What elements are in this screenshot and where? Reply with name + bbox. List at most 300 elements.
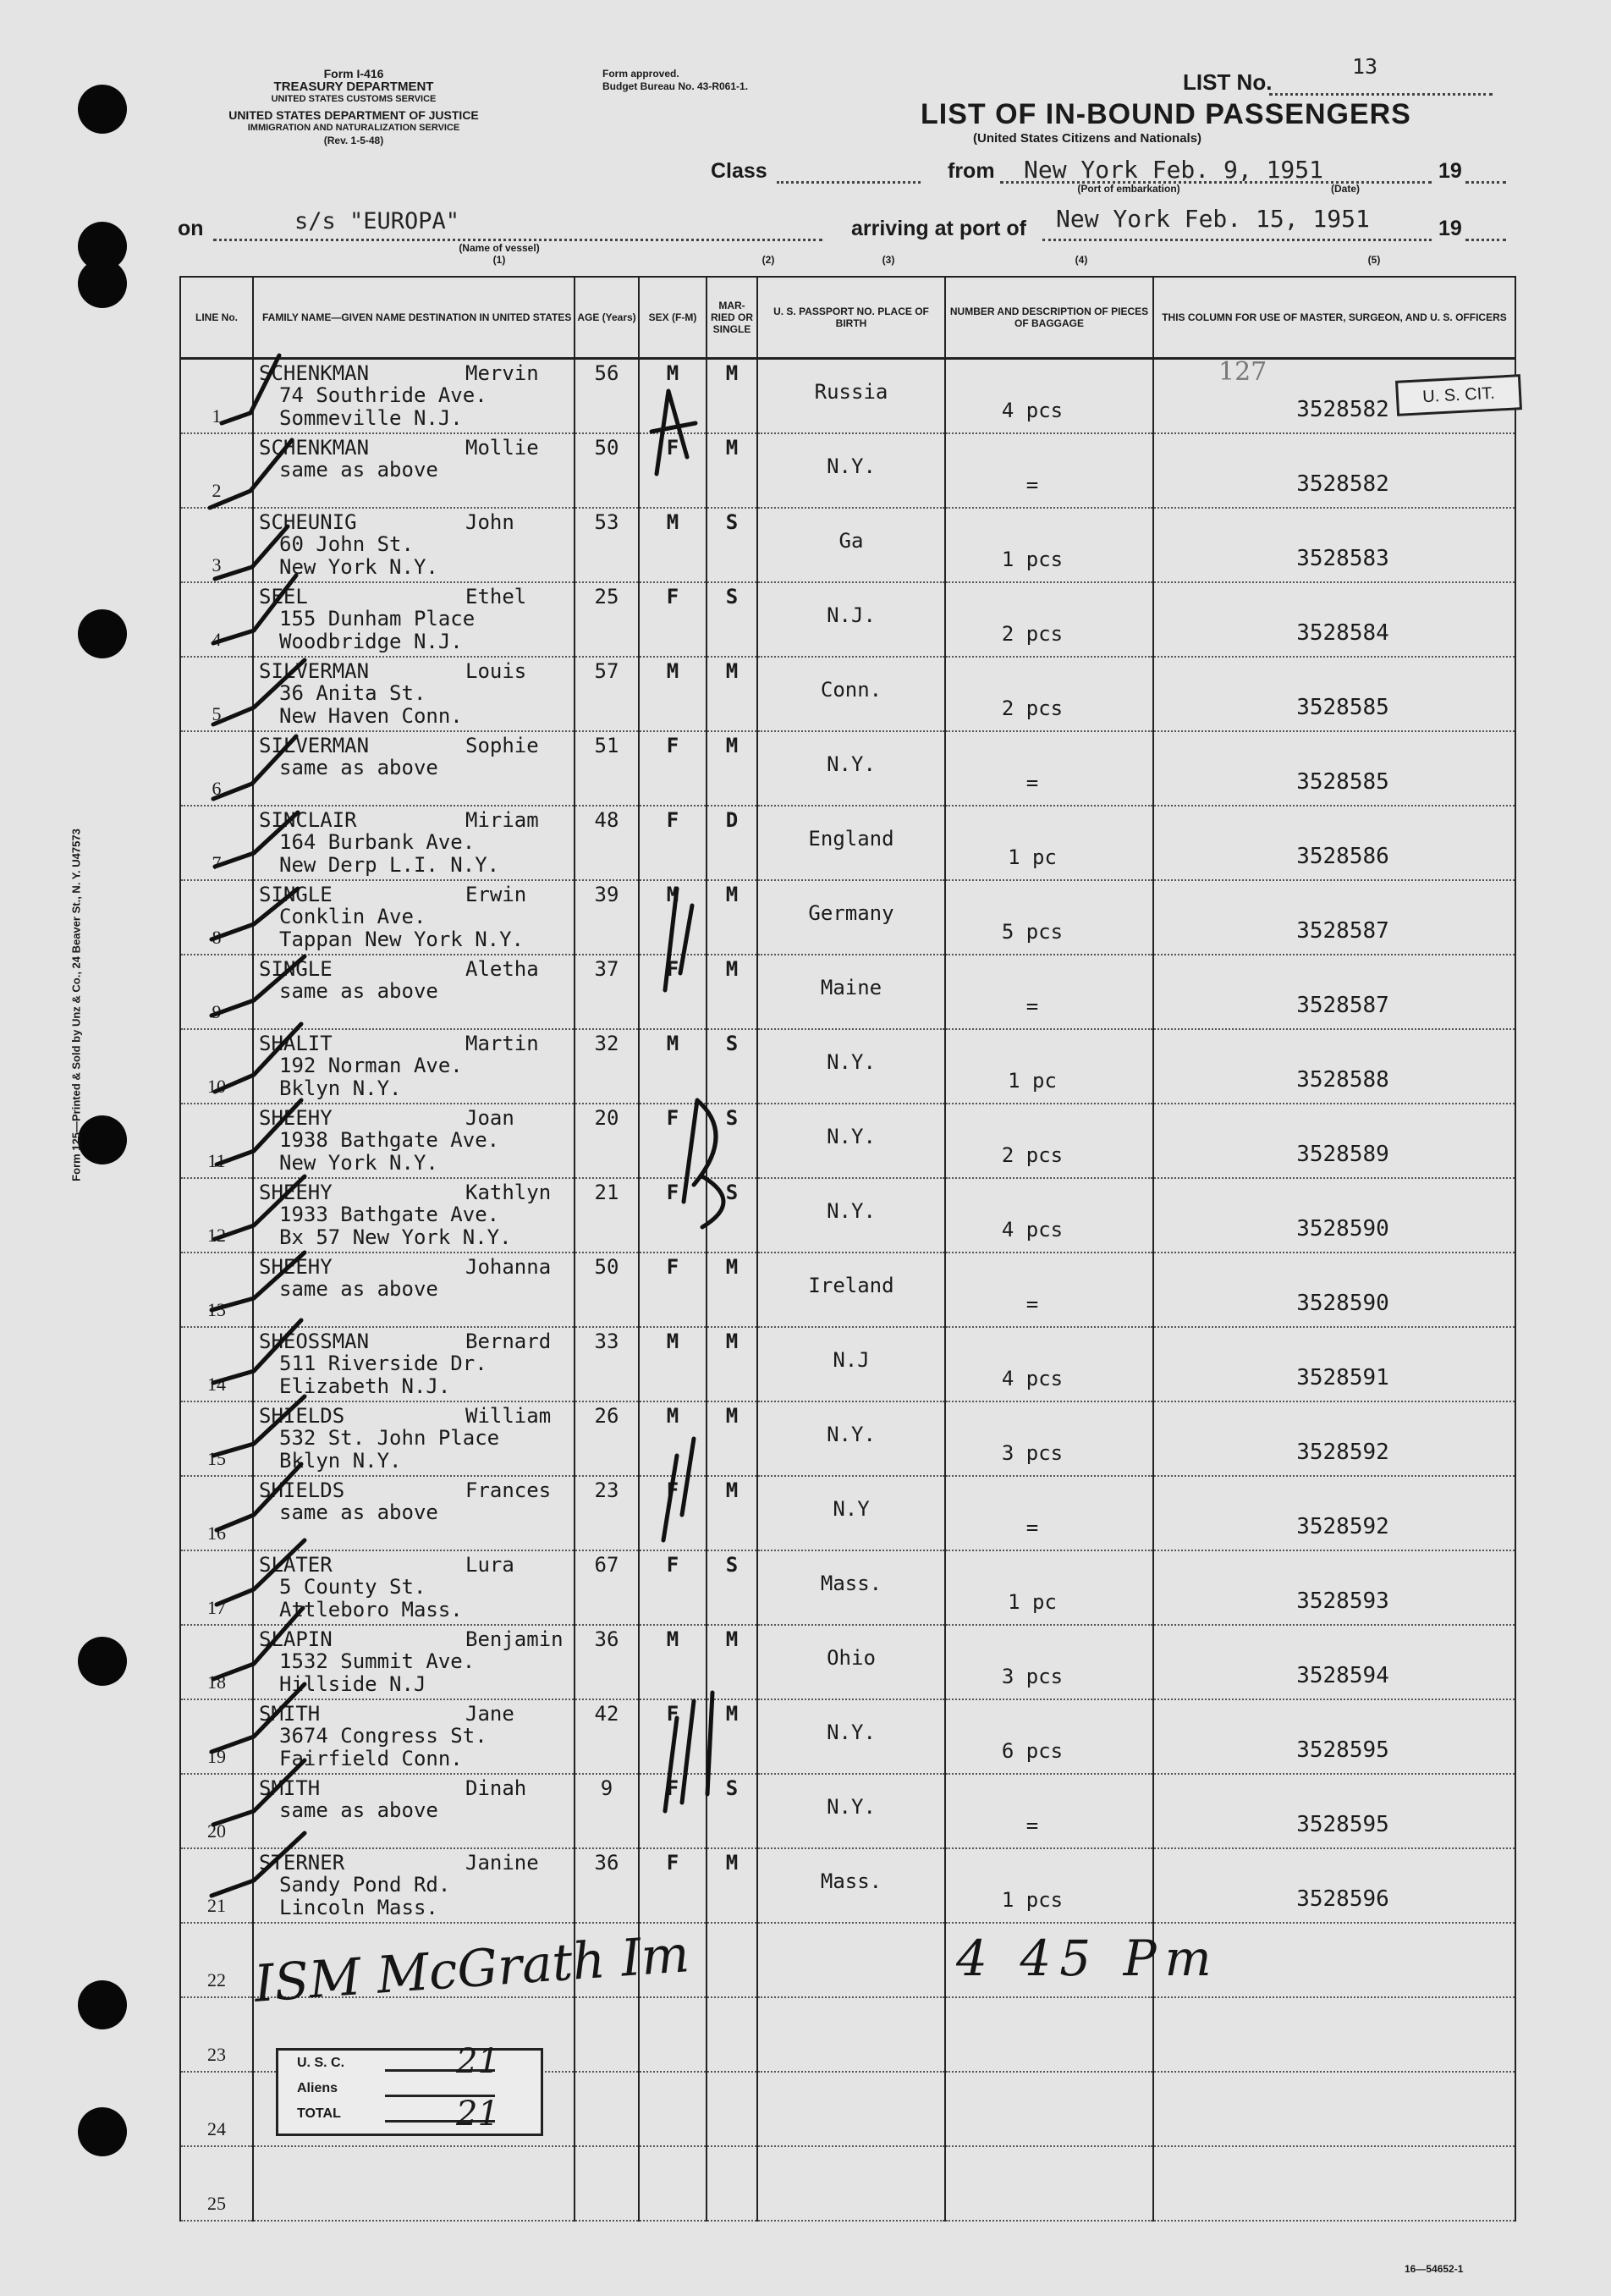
age-value: 36 [594,1627,619,1651]
baggage-value: = [1025,473,1039,497]
summary-total-label: TOTAL [297,2106,341,2121]
baggage-value: = [1025,771,1039,795]
address-line-2: Hillside N.J [279,1672,426,1696]
address-line-2: New Haven Conn. [279,704,463,728]
baggage-value: 4 pcs [1001,1367,1064,1390]
age-value: 56 [594,361,619,385]
age-value: 53 [594,510,619,534]
vessel-name: s/s "EUROPA" [294,208,460,234]
baggage-value: = [1025,1516,1039,1539]
sex-value: M [666,1404,679,1428]
line-number: 23 [207,2044,226,2065]
family-name: SLAPIN [259,1627,333,1651]
address-line-1: 3674 Congress St. [279,1724,487,1748]
sex-value: F [666,1776,679,1800]
address-line-1: same as above [279,1798,438,1822]
baggage-value: 4 pcs [1001,1218,1064,1242]
family-name: SHEEHY [259,1181,333,1204]
col-header-baggage: NUMBER AND DESCRIPTION OF PIECES OF BAGGAGE [945,277,1153,359]
check-mark [213,1608,303,1679]
given-name: Mollie [465,436,539,460]
given-name: Benjamin [465,1627,564,1651]
line-number: 8 [212,927,222,948]
address-line-1: same as above [279,1500,438,1524]
given-name: Louis [465,659,527,683]
given-name: Dinah [465,1776,527,1800]
col-header-age: AGE (Years) [575,277,639,359]
col-header-passport: U. S. PASSPORT NO. PLACE OF BIRTH [757,277,945,359]
check-mark [212,1684,305,1752]
line-number: 12 [207,1225,226,1246]
check-mark [213,736,296,799]
check-mark [213,1760,305,1825]
passport-number: 3528596 [1296,1886,1389,1912]
given-name: Jane [465,1702,514,1726]
pen-mark [684,1100,716,1202]
passport-number: 3528594 [1296,1663,1389,1688]
address-line-1: Conklin Ave. [279,905,426,928]
embarkation-value: New York Feb. 9, 1951 [1024,156,1324,184]
baggage-value: 1 pcs [1001,548,1064,571]
address-line-2: New York N.Y. [279,555,438,579]
address-line-1: same as above [279,458,438,482]
birthplace-value: Germany [808,901,894,925]
given-name: Martin [465,1032,539,1055]
passport-number: 3528586 [1296,844,1389,869]
footer-code: 16—54652-1 [1405,2263,1464,2275]
check-mark [213,1320,301,1383]
check-mark [213,660,305,724]
address-line-2: Attleboro Mass. [279,1598,463,1622]
marital-value: M [725,436,739,460]
line-number: 15 [207,1448,226,1469]
baggage-value: 3 pcs [1001,1441,1064,1465]
age-value: 20 [594,1106,619,1130]
time-note: 4 45 Pm [956,1930,1220,1987]
family-name: SILVERMAN [259,659,370,683]
address-line-2: Bx 57 New York N.Y. [279,1225,512,1249]
address-line-1: 164 Burbank Ave. [279,830,476,854]
birthplace-value: N.Y. [827,1795,876,1819]
address-line-2: Woodbridge N.J. [279,630,463,653]
given-name: Kathlyn [465,1181,552,1204]
age-value: 32 [594,1032,619,1055]
family-name: SHEOSSMAN [259,1330,370,1353]
age-value: 67 [594,1553,619,1577]
sex-value: F [666,808,679,832]
check-mark [212,956,305,1016]
arrival-value: New York Feb. 15, 1951 [1056,205,1370,233]
age-value: 25 [594,585,619,608]
given-name: William [465,1404,552,1428]
year-suffix-2: 19 [1438,217,1462,240]
age-value: 51 [594,734,619,757]
check-mark [212,1833,305,1896]
family-name: SILVERMAN [259,734,370,757]
sex-value: F [666,1553,679,1577]
birthplace-value: N.Y. [827,1125,876,1148]
passport-number: 3528585 [1296,769,1389,795]
officer-signature: ISM McGrath Im [252,1924,691,2014]
line-number: 2 [212,480,222,501]
on-label: on [178,217,204,240]
marital-value: S [725,1032,739,1055]
address-line-1: 192 Norman Ave. [279,1054,463,1077]
passport-number: 3528587 [1296,993,1389,1018]
address-line-1: Sandy Pond Rd. [279,1873,451,1897]
birthplace-value: Ohio [827,1646,876,1670]
birthplace-value: Mass. [820,1869,882,1893]
given-name: Sophie [465,734,539,757]
summary-aliens-label: Aliens [297,2081,338,2095]
baggage-value: 4 pcs [1001,399,1064,422]
passport-number: 3528592 [1296,1440,1389,1465]
passport-number: 3528584 [1296,620,1389,646]
marital-value: M [725,1627,739,1651]
birthplace-value: Mass. [820,1572,882,1595]
age-value: 36 [594,1851,619,1875]
pen-mark [652,391,696,474]
sex-value: F [666,436,679,460]
address-line-1: 74 Southride Ave. [279,383,487,407]
pen-mark [702,1176,723,1227]
baggage-value: 5 pcs [1001,920,1064,944]
summary-total-count: 21 [456,2095,499,2134]
baggage-value: 1 pcs [1001,1888,1064,1912]
address-line-1: 36 Anita St. [279,681,426,705]
marital-value: M [725,659,739,683]
line-number: 5 [212,703,222,724]
baggage-value: = [1025,1814,1039,1837]
passport-number: 3528589 [1296,1142,1389,1167]
marital-value: S [725,1106,739,1130]
line-number: 10 [207,1076,226,1097]
col-number-2: (2) [762,254,775,266]
sex-value: F [666,734,679,757]
year-suffix: 19 [1438,159,1462,183]
marital-value: M [725,1404,739,1428]
printer-imprint: Form 125—Printed & Sold by Unz & Co., 24 Beaver St., N. Y. U47573 [69,829,83,1181]
form-number: Form I-416 [323,67,384,80]
check-mark [217,1540,305,1605]
birthplace-value: N.Y [833,1497,870,1521]
sex-value: M [666,1330,679,1353]
passport-number: 3528582 [1296,471,1389,497]
family-name: SINGLE [259,883,333,906]
sex-value: M [666,361,679,385]
page-subtitle: (United States Citizens and Nationals) [973,131,1202,146]
line-number: 1 [212,405,222,427]
marital-value: M [725,1851,739,1875]
family-name: SCHEUNIG [259,510,357,534]
vessel-col-number: (1) [492,254,506,266]
address-line-1: 1933 Bathgate Ave. [279,1203,500,1226]
arriving-label: arriving at port of [851,217,1026,240]
pencil-note-127: 127 [1218,357,1267,387]
address-line-1: 532 St. John Place [279,1426,500,1450]
sex-value: M [666,1627,679,1651]
passport-number: 3528590 [1296,1291,1389,1316]
birthplace-value: N.J [833,1348,870,1372]
port-caption: (Port of embarkation) [1077,183,1180,195]
family-name: SINCLAIR [259,808,357,832]
check-mark [215,1024,301,1092]
ins-name: IMMIGRATION AND NATURALIZATION SERVICE [247,123,460,133]
check-mark [210,440,292,508]
line-number: 6 [212,778,222,799]
address-line-2: Fairfield Conn. [279,1747,463,1770]
given-name: Mervin [465,361,539,385]
check-mark [213,1396,305,1456]
family-name: SLATER [259,1553,333,1577]
col-header-line: LINE No. [180,277,253,359]
sex-value: F [666,1255,679,1279]
birthplace-value: N.Y. [827,1721,876,1744]
given-name: Joan [465,1106,514,1130]
age-value: 39 [594,883,619,906]
address-line-1: same as above [279,979,438,1003]
family-name: SHEEHY [259,1255,333,1279]
check-mark [215,812,298,867]
address-line-2: New York N.Y. [279,1151,438,1175]
age-value: 26 [594,1404,619,1428]
birthplace-value: N.Y. [827,752,876,776]
address-line-1: 60 John St. [279,532,414,556]
address-line-1: 155 Dunham Place [279,607,476,630]
from-label: from [948,159,995,183]
birthplace-value: N.Y. [827,454,876,478]
family-name: SEEL [259,585,308,608]
marital-value: M [725,1702,739,1726]
baggage-value: 6 pcs [1001,1739,1064,1763]
passport-number: 3528588 [1296,1067,1389,1093]
page-title: LIST OF IN-BOUND PASSENGERS [921,98,1411,130]
sex-value: M [666,659,679,683]
marital-value: M [725,734,739,757]
passport-number: 3528592 [1296,1514,1389,1539]
family-name: SINGLE [259,957,333,981]
baggage-value: 1 pc [1008,1590,1057,1614]
passport-number: 3528582 [1296,397,1389,422]
line-number: 19 [207,1746,226,1767]
sex-value: F [666,957,679,981]
birthplace-value: Maine [820,976,882,999]
passport-number: 3528593 [1296,1588,1389,1614]
age-value: 33 [594,1330,619,1353]
marital-value: M [725,1255,739,1279]
address-line-2: Bklyn N.Y. [279,1449,402,1473]
age-value: 57 [594,659,619,683]
us-cit-stamp-text: U. S. CIT. [1421,383,1496,407]
line-number: 14 [207,1374,226,1395]
form-approved: Form approved. [602,68,679,80]
check-mark [215,1176,305,1239]
passport-number: 3528595 [1296,1737,1389,1763]
birthplace-value: England [808,827,894,851]
address-line-1: 1938 Bathgate Ave. [279,1128,500,1152]
address-line-1: 5 County St. [279,1575,426,1599]
address-line-1: same as above [279,1277,438,1301]
check-mark [212,1253,305,1310]
given-name: Lura [465,1553,514,1577]
passport-number: 3528591 [1296,1365,1389,1390]
marital-value: S [725,585,739,608]
given-name: Erwin [465,883,527,906]
birthplace-value: N.J. [827,603,876,627]
marital-value: M [725,957,739,981]
baggage-value: = [1025,1292,1039,1316]
sex-value: M [666,510,679,534]
family-name: SHALIT [259,1032,333,1055]
budget-bureau: Budget Bureau No. 43-R061-1. [602,80,749,92]
address-line-2: Elizabeth N.J. [279,1374,451,1398]
line-number: 22 [207,1969,226,1990]
baggage-value: 2 pcs [1001,622,1064,646]
family-name: SMITH [259,1776,321,1800]
given-name: Miriam [465,808,539,832]
given-name: Frances [465,1478,552,1502]
line-number: 4 [212,629,222,650]
col-header-sex: SEX (F-M) [639,277,707,359]
sex-value: F [666,1702,679,1726]
passport-number: 3528587 [1296,918,1389,944]
birthplace-value: N.Y. [827,1199,876,1223]
family-name: SMITH [259,1702,321,1726]
address-line-1: 511 Riverside Dr. [279,1352,487,1375]
vessel-caption: (Name of vessel) [459,242,540,254]
sex-value: M [666,883,679,906]
age-value: 42 [594,1702,619,1726]
birthplace-value: Russia [814,380,888,404]
marital-value: M [725,1330,739,1353]
age-value: 50 [594,1255,619,1279]
address-line-2: Bklyn N.Y. [279,1076,402,1100]
marital-value: S [725,1181,739,1204]
sex-value: F [666,1478,679,1502]
check-mark [217,1464,301,1530]
summary-usc-count: 21 [456,2042,499,2081]
given-name: Ethel [465,585,527,608]
col-header-married: MAR-RIED OR SINGLE [707,277,757,359]
age-value: 50 [594,436,619,460]
address-line-2: Sommeville N.J. [279,406,463,430]
given-name: Johanna [465,1255,552,1279]
pen-mark [665,1693,712,1811]
marital-value: S [725,1776,739,1800]
address-line-2: Lincoln Mass. [279,1896,438,1919]
age-value: 9 [600,1776,613,1800]
baggage-value: = [1025,994,1039,1018]
address-line-2: New Derp L.I. N.Y. [279,853,500,877]
baggage-value: 1 pc [1008,1069,1057,1093]
sex-value: F [666,1181,679,1204]
check-mark [215,526,288,579]
family-name: SHEEHY [259,1106,333,1130]
birthplace-value: N.Y. [827,1423,876,1446]
check-mark [212,889,298,939]
line-number: 11 [207,1150,226,1171]
line-number: 18 [207,1671,226,1693]
baggage-value: 2 pcs [1001,697,1064,720]
line-number: 24 [207,2118,226,2139]
line-number: 3 [212,554,222,575]
form-revision: (Rev. 1-5-48) [323,135,384,146]
given-name: Bernard [465,1330,552,1353]
given-name: Janine [465,1851,539,1875]
date-caption: (Date) [1330,183,1360,195]
birthplace-value: N.Y. [827,1050,876,1074]
sex-value: M [666,1032,679,1055]
birthplace-value: Conn. [820,678,882,702]
marital-value: M [725,1478,739,1502]
address-line-1: 1532 Summit Ave. [279,1649,476,1673]
summary-box [276,2042,543,2136]
family-name: STERNER [259,1851,345,1875]
marital-value: M [725,361,739,385]
line-number: 13 [207,1299,226,1320]
summary-usc-label: U. S. C. [297,2056,345,2070]
col-number-3: (3) [882,254,895,266]
birthplace-value: Ireland [808,1274,894,1297]
passport-number: 3528585 [1296,695,1389,720]
marital-value: S [725,1553,739,1577]
given-name: John [465,510,514,534]
line-number: 25 [207,2193,226,2214]
line-number: 20 [207,1820,226,1842]
sex-value: F [666,1106,679,1130]
justice-department: UNITED STATES DEPARTMENT OF JUSTICE [228,108,479,122]
col-header-officers: THIS COLUMN FOR USE OF MASTER, SURGEON, AND U. S. OFFICERS [1153,277,1515,359]
col-number-5: (5) [1367,254,1381,266]
class-label: Class [711,159,767,183]
customs-service: UNITED STATES CUSTOMS SERVICE [271,94,437,104]
check-mark [213,575,296,643]
sex-value: F [666,1851,679,1875]
family-name: SHIELDS [259,1404,345,1428]
pen-mark [663,1439,694,1540]
department-name: TREASURY DEPARTMENT [273,80,434,94]
baggage-value: 3 pcs [1001,1665,1064,1688]
given-name: Aletha [465,957,539,981]
family-name: SCHENKMAN [259,436,370,460]
passport-number: 3528590 [1296,1216,1389,1242]
line-number: 17 [207,1597,226,1618]
family-name: SHIELDS [259,1478,345,1502]
passport-number: 3528583 [1296,546,1389,571]
age-value: 23 [594,1478,619,1502]
line-number: 21 [207,1895,226,1916]
col-number-4: (4) [1075,254,1088,266]
line-number: 9 [212,1001,222,1022]
passport-number: 3528595 [1296,1812,1389,1837]
list-no-value: 13 [1352,54,1378,79]
col-header-name: FAMILY NAME—GIVEN NAME DESTINATION IN UNITED STATES [253,277,575,359]
line-number: 16 [207,1522,226,1544]
check-mark [217,1100,301,1165]
address-line-1: same as above [279,756,438,779]
birthplace-value: Ga [838,529,864,553]
address-line-2: Tappan New York N.Y. [279,928,524,951]
baggage-value: 2 pcs [1001,1143,1064,1167]
sex-value: F [666,585,679,608]
marital-value: D [725,808,739,832]
check-mark [222,355,279,423]
age-value: 48 [594,808,619,832]
marital-value: M [725,883,739,906]
pen-mark [665,889,692,990]
age-value: 21 [594,1181,619,1204]
line-number: 7 [212,852,222,873]
